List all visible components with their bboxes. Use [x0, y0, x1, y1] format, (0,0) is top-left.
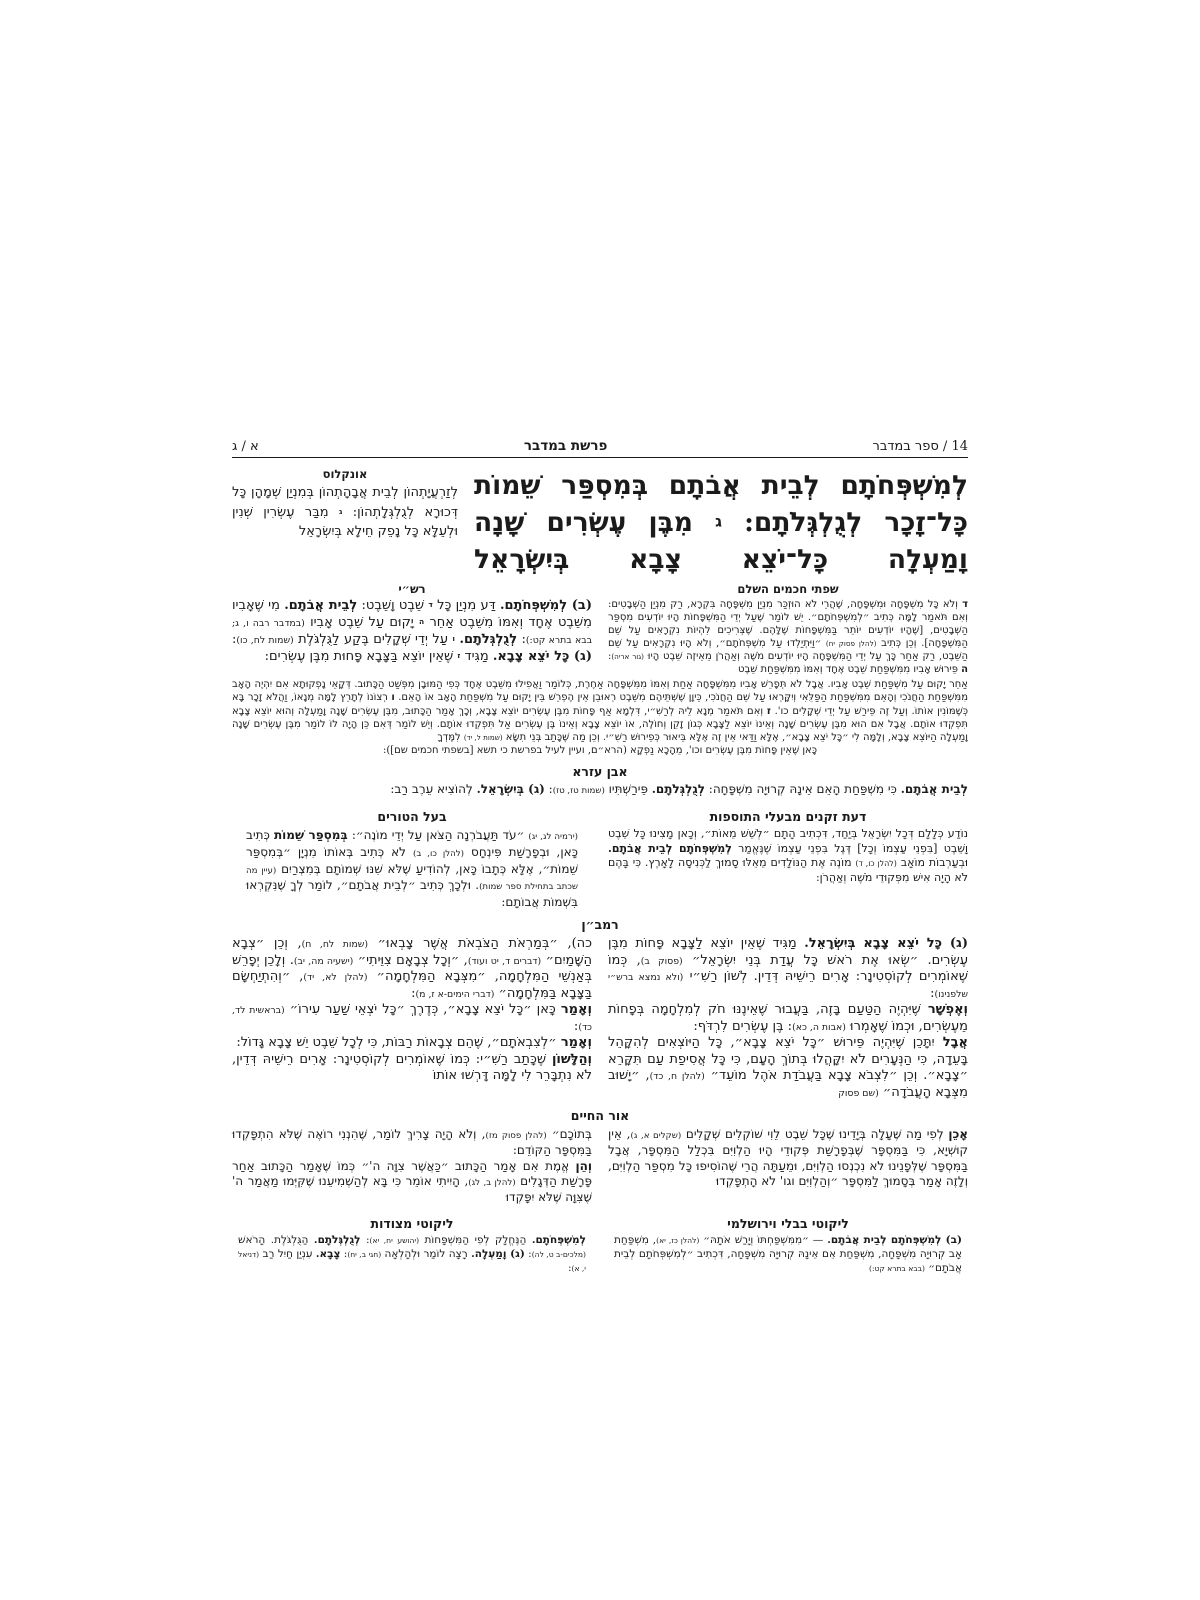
ramban-right-column [608, 936, 968, 1101]
likutei-metzudot-section [232, 1209, 592, 1276]
ramban-title: רמב״ן [581, 917, 619, 933]
page-header [232, 438, 968, 454]
header-parsha-title: פרשת במדבר [523, 438, 608, 454]
header-chapter-verse: א / ג [232, 439, 259, 454]
ramban-paragraph: (ג) כָּל יֹצֵא צָבָא בְּיִשְׂרָאֵל. מַגִּיד שֶׁאֵין יוֹצֵא לַצָּבָא פָּחוֹת מִבֶּן עֶשְׂרִים. ״שְׂאוּ אֶת רֹאשׁ כָּל עֲדַת בְּנֵי יִשְׂרָאֵל״ (פסוק ב), כְּמוֹ שֶׁאוֹמְרִים לְקוֹסְטִינָר: אָרִים רֵישֵׁיהּ דְּדֵין. לְשׁוֹן רַשִׁ״י (ולא נמצא ברש״י שלפנינו): [608, 936, 968, 1001]
likutei-metzudot-title: ליקוטי מצודות [370, 1216, 454, 1232]
siftei-chachamim-title: שפתי חכמים השלם [737, 582, 839, 597]
daas-zekenim-section [608, 802, 968, 886]
ramban-paragraph: כה), ״בְּמַרְאֹת הַצֹּבְאֹת אֲשֶׁר צָבְאוּ״ (שמות לח, ח), וְכֵן ״צְבָא הַשָּׁמַיִם״ (דברים ד, יט ועוד), ״וְכָל צְבָאָם צִוֵּיתִי״ (ישעיה מה, יב). וְלָכֵן יְפָרֵשׁ בְּאַנְשֵׁי הַמִּלְחָמָה, ״מִצְּבָא הַמִּלְחָמָה״ (להלן לא, יד), ״וְהִתְיַחְשָׂם בַּצָּבָא בַּמִּלְחָמָה״ (דברי הימים-א ז, מ): [232, 936, 593, 1001]
verse-row [232, 467, 968, 578]
onkelos-text: לְזַרְעֲיָתְהוֹן לְבֵית אֲבָהָתְהוֹן בְּמִנְיַן שְׁמָהָן כָּל דְּכוּרָא לְגֻלְגְּלָתְהוֹן: ג מִבַּר עֶשְׂרִין שְׁנִין וּלְעֵלָּא כָּל נָפֵק חֵילָא בְּיִשְׂרָאֵל [232, 485, 459, 539]
daas-zekenim-baal-haturim-row [232, 802, 968, 910]
ramban-paragraph: וְאָמַר כָּאן ״כָּל יֹצֵא צָבָא״, כְּדֶרֶךְ ״כָּל יֹצְאֵי שַׁעַר עִירוֹ״ (בראשית לד, כד): [232, 1002, 592, 1034]
likutei-bavli-section [608, 1209, 968, 1276]
daas-zekenim-text: נוֹדַע כְּלָלָם דְּכָל יִשְׂרָאֵל בְּיַחַד, דִּכְתִיב הָתָם ״לְשֵׁשׁ מֵאוֹת״, וְכָאן מָצִינוּ כָּל שֵׁבֶט וָשֵׁבֶט [בִּפְנֵי עַצְמוֹ וְכָל] דֶּגֶל בִּפְנֵי עַצְמוֹ שֶׁנֶּאֱמַר לְמִשְׁפְּחֹתָם לְבֵית אֲבֹתָם. וּבְעַרְבוֹת מוֹאָב (להלן כו, ד) מוֹנֶה אֶת הַנּוֹלָדִים מֵאֵלּוּ סָמוּךְ לַכְּנִיסָה לָאָרֶץ. כִּי בָּהֶם לֹא הָיָה אִישׁ מִפְּקוּדֵי מֹשֶׁה וְאַהֲרֹן: [608, 827, 968, 884]
siftei-chachamim-column-text: ד וְלֹא כָּל מִשְׁפָּחָה וּמִשְׁפָּחָה, שֶׁהֲרֵי לֹא הוּזְכַּר מִנְיַן מִשְׁפָּחָה בִּקְרָא, רַק מִנְיַן הַשְּׁבָטִים: וְאִם תֹּאמַר לָמָּה כְּתִיב ״לְמִשְׁפְּחֹתָם״. יֵשׁ לוֹמַר שֶׁעַל יְדֵי הַמִּשְׁפָּחוֹת הָיוּ יוֹדְעִים מִסְפַּר הַשְּׁבָטִים, [שֶׁהָיוּ יוֹדְעִים יוֹתֵר בַּמִּשְׁפָּחוֹת שֶׁלָּהֶם. שֶׁצְּרִיכִים לִהְיוֹת נִקְרָאִים עַל שֵׁם הַמִּשְׁפָּחָה]. וְכֵן כְּתִיב (להלן פסוק יח) ״וַיִּתְיַלְדוּ עַל מִשְׁפְּחֹתָם״, וְלֹא הָיוּ נִקְרָאִים עַל שֵׁם הַשֵּׁבֶט, רַק אַחַר כָּךְ עַל יְדֵי הַמִּשְׁפָּחָה הָיוּ יוֹדְעִים מֹשֶׁה וְאַהֲרֹן מֵאֵיזֶה שֵׁבֶט הָיוּ (גור אריה): ה פֵּירוּשׁ אָבִיו מִמִּשְׁפַּחַת שֵׁבֶט אֶחָד וְאִמּוֹ מִמִּשְׁפַּחַת שֵׁבֶט [608, 599, 969, 676]
ohr-hachaim-paragraph: וְהֵן אֱמֶת אִם אָמַר הַכָּתוּב ״כַּאֲשֶׁר צִוָּה ה'״ כְּמוֹ שֶׁאָמַר הַכָּתוּב אַחַר פָּרָשַׁת הַדְּגָלִים (להלן ב, לג), הָיִיתִי אוֹמֵר כִּי בָּא לְהַשְׁמִיעֵנוּ שֶׁקִּיְּמוּ מַאֲמַר ה' שֶׁצִּוָּה שֶׁלֹּא יִפָּקְדוּ [232, 1158, 592, 1204]
baal-haturim-title: בעל הטורים [377, 809, 447, 824]
baal-haturim-text: (ירמיה לג, יג) ״עֹד תַּעֲבֹרְנָה הַצֹּאן עַל יְדֵי מוֹנֶה״: בְּמִסְפַּר שֵׁמוֹת כְּתִיב כָּאן, וּבְפָרָשַׁת פִּינְחָס (להלן כו, ב) לֹא כְּתִיב בְּאוֹתוֹ מִנְיָן ״בְּמִסְפַּר שֵׁמוֹת״, אֶלָּא כְּתָבוֹ כָּאן, לְהוֹדִיעַ שֶׁלֹּא שִׁנּוּ שְׁמוֹתָם בְּמִצְרַיִם (עיין מה שכתב בתחילת ספר שמות). וּלְכָךְ כְּתִיב ״לְבֵית אֲבֹתָם״, לוֹמַר לְךָ שֶׁנִּקְרְאוּ בִּשְׁמוֹת אֲבוֹתָם: [246, 828, 578, 909]
rashi-text: (ב) לְמִשְׁפְּחֹתָם. דַּע מִנְיַן כָּל ד שֵׁבֶט וָשֵׁבֶט: לְבֵית אֲבֹתָם. מִי שֶׁאָבִיו מִשֵּׁבֶט אֶחָד וְאִמּוֹ מִשֵּׁבֶט אַחֵר ה יָקוּם עַל שֵׁבֶט אָבִיו (במדבר רבה ו, ג; בבא בתרא קט:): לְגֻלְגְּלֹתָם. ו עַל יְדֵי שְׁקָלִים בֶּקַע לַגֻּלְגֹּלֶת (שמות לח, כו): (ג) כָּל יֹצֵא צָבָא. מַגִּיד ז שֶׁאֵין יוֹצֵא בַּצָּבָא פָּחוּת מִבֶּן עֶשְׂרִים: [232, 598, 593, 664]
ohr-hachaim-columns [232, 1127, 968, 1205]
likutei-bavli-title: ליקוטי בבלי וירושלמי [727, 1216, 849, 1232]
ohr-hachaim-paragraph: אָכֵן לְפִי מַה שֶּׁעָלָה בְּיָדֵינוּ שֶׁכָּל שֵׁבֶט לֵוִי שׁוֹקְלִים שְׁקָלִים (שקלים א, ג), אֵין קוּשְׁיָא, כִּי בַּמִּסְפָּר שֶׁבְּפָרָשַׁת פְּקוּדֵי הָיוּ הַלְוִיִּם בִּכְלַל הַמִּסְפָּר, אֲבָל בַּמִּסְפָּר שֶׁלְּפָנֵינוּ לֹא נִכְנְסוּ הַלְוִיִּם, וּמֵעַתָּה הֲרֵי שֶׁהוֹסִיפוּ כָּל מִסְפַּר הַלְוִיִּם, וְלָזֶה אָמַר בְּסָמוּךְ לַמִּסְפָּר ״וְהַלְוִיִּם וגו' לֹא הָתְפָּקְדוּ [608, 1127, 969, 1189]
ramban-left-column [232, 936, 592, 1085]
ramban-paragraph: אֲבָל יִתָּכֵן שֶׁיִּהְיֶה פֵּירוּשׁ ״כָּל יֹצֵא צָבָא״, כָּל הַיּוֹצְאִים לְהִקָּהֵל בָּעֵדָה, כִּי הַנְּעָרִים לֹא יִקָּהֲלוּ בְּתוֹךְ הָעָם, כִּי כָּל אֲסִיפַת עַם תִּקָּרֵא ״צָבָא״. וְכֵן ״לִצְבֹא צָבָא בַּעֲבֹדַת אֹהֶל מוֹעֵד״ (להלן ח, כד), ״יָשׁוּב מִצְּבָא הָעֲבֹדָה״ (שם פסוק [608, 1035, 969, 1100]
rashi-siftei-row [232, 582, 968, 676]
ramban-columns [232, 936, 968, 1101]
ohr-hachaim-title: אור החיים [570, 1108, 630, 1124]
likutei-bavli-text: (ב) לְמִשְׁפְּחֹתָם לְבֵית אֲבֹתָם. — ״מִמִּשְׁפַּחְתּוֹ וְיָרַשׁ אֹתָהּ״ (להלן כז, יא), מִשְׁפַּחַת אָב קְרוּיָה מִשְׁפָּחָה, מִשְׁפַּחַת אֵם אֵינָהּ קְרוּיָה מִשְׁפָּחָה, דִּכְתִיב ״לְמִשְׁפְּחֹתָם לְבֵית אֲבֹתָם״ (בבא בתרא קט:) [614, 1234, 962, 1274]
ramban-paragraph: וְאָמַר ״לְצִבְאֹתָם״, שֶׁהֵם צְבָאוֹת רַבּוֹת, כִּי לְכָל שֵׁבֶט יֵשׁ צָבָא גָּדוֹל: [236, 1035, 592, 1051]
onkelos-title: אונקלוס [322, 467, 368, 481]
onkelos-section [232, 467, 458, 542]
book-page [232, 0, 968, 1276]
ramban-paragraph: וְהַלָּשׁוֹן שֶׁכָּתַב רַשִׁ״י: כְּמוֹ שֶׁאוֹמְרִים לְקוֹסְטִינָר: אָרִים רֵישֵׁיהּ דְּדֵין, לֹא נִתְבָּרֵר לִי לָמָּה דָּרְשׁוּ אוֹתוֹ [232, 1051, 592, 1084]
rashi-section [232, 582, 592, 666]
ibn-ezra-text: לְבֵית אֲבֹתָם. כִּי מִשְׁפַּחַת הָאֵם אֵינָהּ קְרוּיָה מִשְׁפָּחָה: לְגֻלְגְּלֹתָם. פֵּירַשְׁתִּיו (שמות טז, טז): (ג) בְּיִשְׂרָאֵל. לְהוֹצִיא עֵרֶב רַב: [390, 782, 968, 797]
ibn-ezra-title: אבן עזרא [572, 764, 628, 780]
ohr-hachaim-paragraph: בְּתוֹכָם״ (להלן פסוק מז), וְלֹא הָיָה צָרִיךְ לוֹמַר, שֶׁהִנְנִי רוֹאֶה שֶׁלֹּא הִתְפָּקְדוּ בַּמִּסְפָּר הַקּוֹדֵם: [232, 1127, 592, 1157]
baal-haturim-section [232, 802, 592, 910]
likutei-metzudot-text: לְמִשְׁפְּחֹתָם. הַנֶּחֱלָק לְפִי הַמִּשְׁפָּחוֹת (יהושע יח, יא): לְגֻלְגְּלֹתָם. הַגֻּלְגֹּלֶת. הָרֹאשׁ (מלכים-ב ט, לה): (ג) וָמַעְלָה. רָצָה לוֹמַר וּלְהָלְאָה (חגי ב, יח): צָבָא. עִנְיַן חַיִל רַב (דניאל י, א): [238, 1234, 586, 1274]
siftei-chachamim-last-line: כָּאן שֶׁאֵין פָּחוֹת מִבֶּן עֶשְׂרִים וכו', מֵהָכָא נַפְקָא (הרא״ם, ועיין לעיל בפרשת כי תשא [בשפתי חכמים שם]): [382, 745, 818, 757]
ramban-paragraph: וְאֶפְשָׁר שֶׁיִּהְיֶה הַטַּעַם בָּזֶה, בַּעֲבוּר שֶׁאֵינֶנּוּ חֹק לְמִלְחָמָה בְּפָחוֹת מֵעֶשְׂרִים, וּכְמוֹ שֶׁאָמְרוּ (אבות ה, כא): בֶּן עֶשְׂרִים לִרְדֹּף: [608, 1002, 968, 1034]
siftei-chachamim-section [608, 582, 968, 676]
siftei-chachamim-fullwidth-text: אַחֵר יָקוּם עַל מִשְׁפַּחַת שֵׁבֶט אָבִיו. אֲבָל לֹא תְּפָרֵשׁ אָבִיו מִמִּשְׁפָּחָה אַחַת וְאִמּוֹ מִמִּשְׁפָּחָה אַחֶרֶת, כְּלוֹמַר וַאֲפִילוּ מִשֵּׁבֶט אֶחָד כְּפִי הַמּוּבָן מִפְּשַׁט הַכָּתוּב. דְּקָאֵי נָפְקוּתָא אִם יִהְיֶה הָאָב מִמִּשְׁפַּחַת הַחֲנֹכִי וְהָאֵם מִמִּשְׁפַּחַת הַפַּלֻּאִי וְיִקָּרְאוּ עַל שֵׁם הַחֲנֹכִי, כֵּיוָן שֶׁשְּׁתֵּיהֶם מִשֵּׁבֶט רְאוּבֵן אֵין הֶפְרֵשׁ בֵּין יָקוּם עַל מִשְׁפַּחַת הָאָב אוֹ הָאֵם. ו רְצוֹנוֹ לְתָרֵץ לָמָּה מְנָאוֹ, וַהֲלֹא זָכָר בָּא כְּשֶׁמּוֹנִין אוֹתוֹ. וְעַל זֶה פֵּירַשׁ עַל יְדֵי שְׁקָלִים כו'. ז וְאִם תֹּאמַר מְנָא לֵיהּ לְרַשִׁ״י, דִּלְמָא אַף פָּחוֹת מִבֶּן עֶשְׂרִים יוֹצֵא צָבָא, וְכָךְ אָמַר הַכָּתוּב, מִבֶּן עֶשְׂרִים שָׁנָה וָמַעְלָה וְהוּא יוֹצֵא צָבָא תִּפְקְדוּ אוֹתָם. אֲבָל אִם הוּא מִבֶּן עֶשְׂרִים שָׁנָה וְאֵינוֹ יוֹצֵא לַצָּבָא כְּגוֹן זָקֵן וְחוֹלֶה, אוֹ יוֹצֵא צָבָא וְאֵינוֹ בֶּן עֶשְׂרִים אַל תִּפְקְדוּ אוֹתָם. וְיֵשׁ לוֹמַר דְּאִם כֵּן הָיָה לוֹ לוֹמַר מִבֶּן עֶשְׂרִים שָׁנָה וָמַעְלָה הַיּוֹצֵא צָבָא, וְלָמָּה לִי ״כָּל יֹצֵא צָבָא״, אֶלָּא וַדַּאי אֵין זֶה אֶלָּא בֵּיאוּר כְּפֵירוּשׁ רַשִׁ״י. וְכֵן מַה שֶּׁכָּתַב בְּנֵי תִשָּׂא (שמות ל, יד) לִמֶּדְךָ [232, 679, 968, 744]
daas-zekenim-title: דעת זקנים מבעלי התוספות [709, 809, 867, 824]
torah-verse-text: לְמִשְׁפְּחֹתָם לְבֵית אֲבֹתָם בְּמִסְפַּר שֵׁמוֹת כָּל־זָכָר לְגֻלְגְּלֹתָם: ג מִבֶּן עֶשְׂרִים שָׁנָה וָמַעְלָה כָּל־יֹצֵא צָבָא בְּיִשְׂרָאֵל [474, 470, 968, 576]
header-rule [232, 457, 968, 458]
header-book-page-number: 14 / ספר במדבר [872, 439, 968, 454]
likutei-row [232, 1209, 968, 1276]
rashi-title: רש״י [398, 582, 426, 597]
ohr-hachaim-left-column [232, 1127, 592, 1205]
ohr-hachaim-right-column [608, 1127, 968, 1189]
